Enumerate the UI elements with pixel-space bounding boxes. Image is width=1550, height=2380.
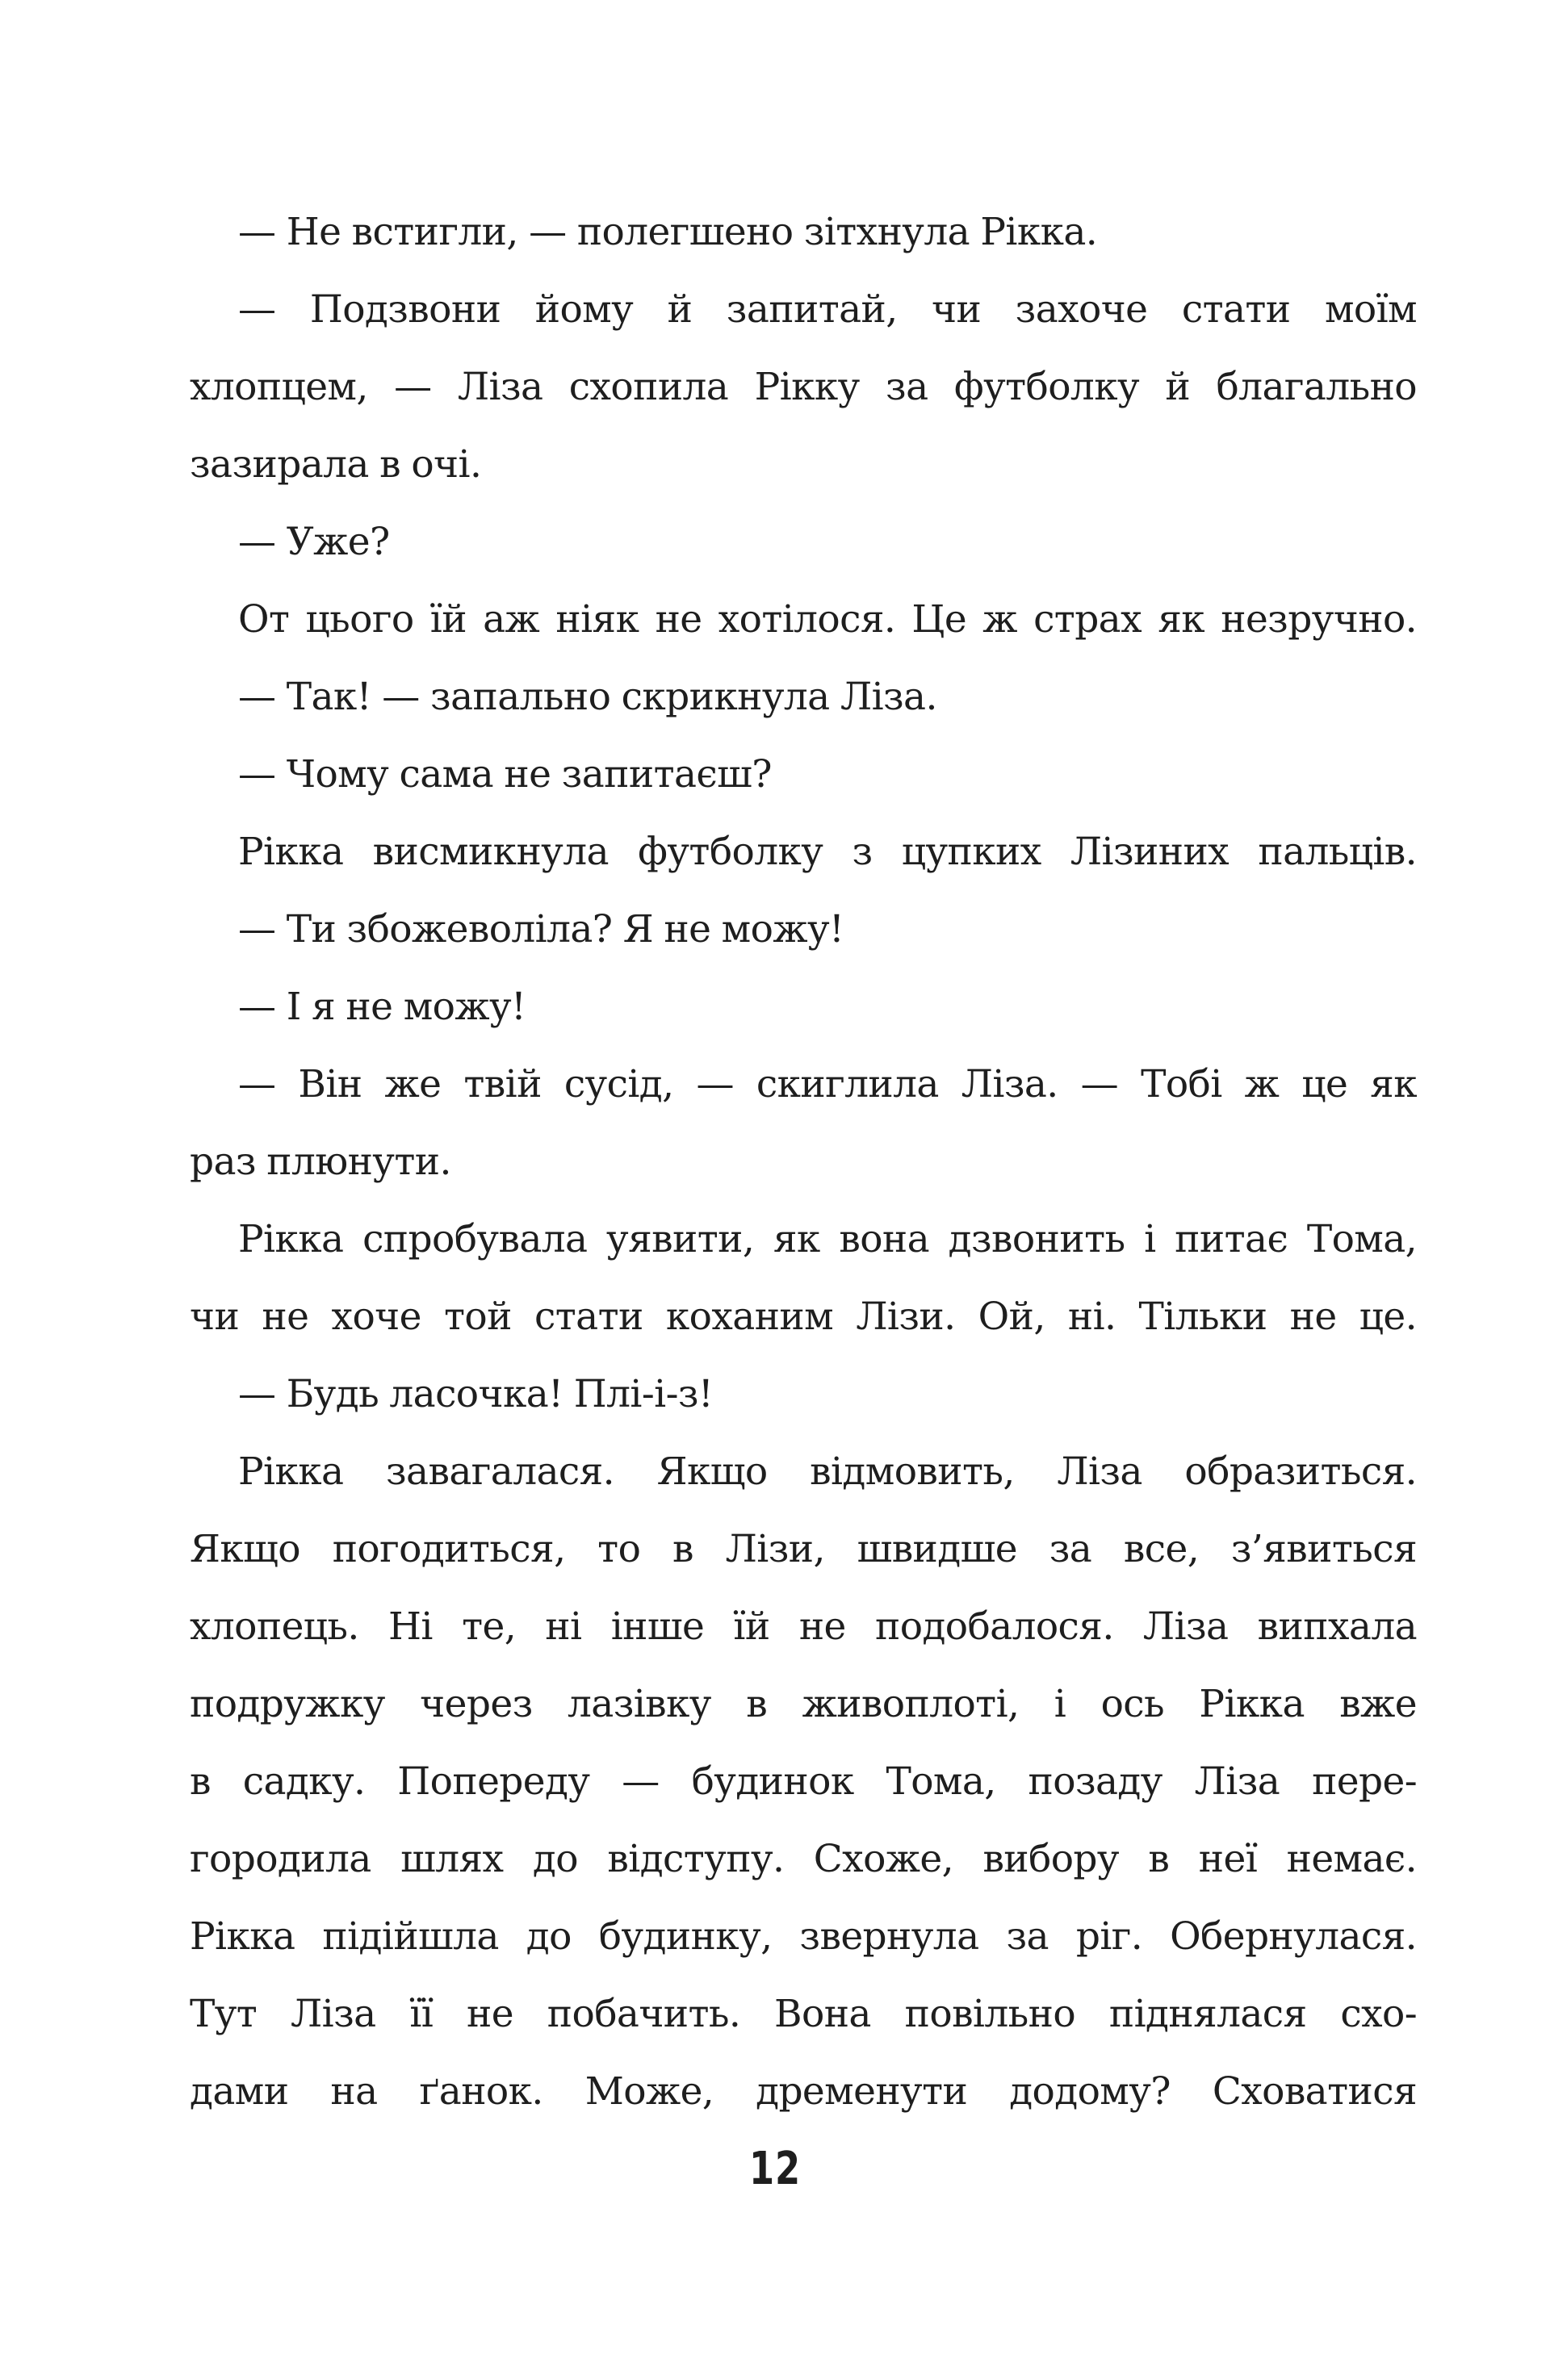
- text-line: в садку. Попереду — будинок Тома, позаду Ліза пере-: [190, 1759, 1417, 1804]
- text-line: — Подзвони йому й запитай, чи захоче стати моїм: [238, 287, 1417, 332]
- text-line: хлопцем, — Ліза схопила Рікку за футболку й благально: [190, 365, 1417, 409]
- text-line: дами на ґанок. Може, дременути додому? Сховатися: [190, 2069, 1417, 2114]
- text-line: зазирала в очі.: [190, 442, 482, 487]
- text-line: хлопець. Ні те, ні інше їй не подобалося. Ліза випхала: [190, 1604, 1417, 1649]
- text-line: — Так! — запально скрикнула Ліза.: [238, 675, 937, 719]
- text-line: Рікка завагалася. Якщо відмовить, Ліза образиться.: [238, 1449, 1417, 1494]
- text-line: Якщо погодиться, то в Лізи, швидше за все, з’явиться: [190, 1527, 1417, 1571]
- text-line: чи не хоче той стати коханим Лізи. Ой, ні. Тільки не це.: [190, 1295, 1417, 1339]
- text-line: — Він же твій сусід, — скиглила Ліза. — Тобі ж це як: [238, 1062, 1417, 1106]
- text-line: Рікка висмикнула футболку з цупких Лізиних пальців.: [238, 830, 1417, 874]
- text-line: — І я не можу!: [238, 985, 526, 1029]
- text-line: Рікка спробувала уявити, як вона дзвонить і питає Тома,: [238, 1217, 1417, 1261]
- text-line: городила шлях до відступу. Схоже, вибору в неї немає.: [190, 1837, 1417, 1881]
- text-line: Рікка підійшла до будинку, звернула за ріг. Обернулася.: [190, 1914, 1417, 1959]
- text-line: — Чому сама не запитаєш?: [238, 752, 772, 797]
- body-text: [190, 194, 1417, 2131]
- text-line: — Уже?: [238, 520, 390, 564]
- text-line: — Будь ласочка! Плі-і-з!: [238, 1372, 714, 1416]
- text-line: подружку через лазівку в живоплоті, і ось Рікка вже: [190, 1682, 1417, 1726]
- page-number: 12: [749, 2143, 801, 2195]
- text-line: — Не встигли, — полегшено зітхнула Рікка.: [238, 210, 1098, 254]
- text-line: От цього їй аж ніяк не хотілося. Це ж страх як незручно.: [238, 597, 1417, 642]
- text-line: Тут Ліза її не побачить. Вона повільно піднялася схо-: [190, 1992, 1417, 2036]
- text-line: — Ти збожеволіла? Я не можу!: [238, 907, 844, 952]
- text-line: раз плюнути.: [190, 1140, 451, 1184]
